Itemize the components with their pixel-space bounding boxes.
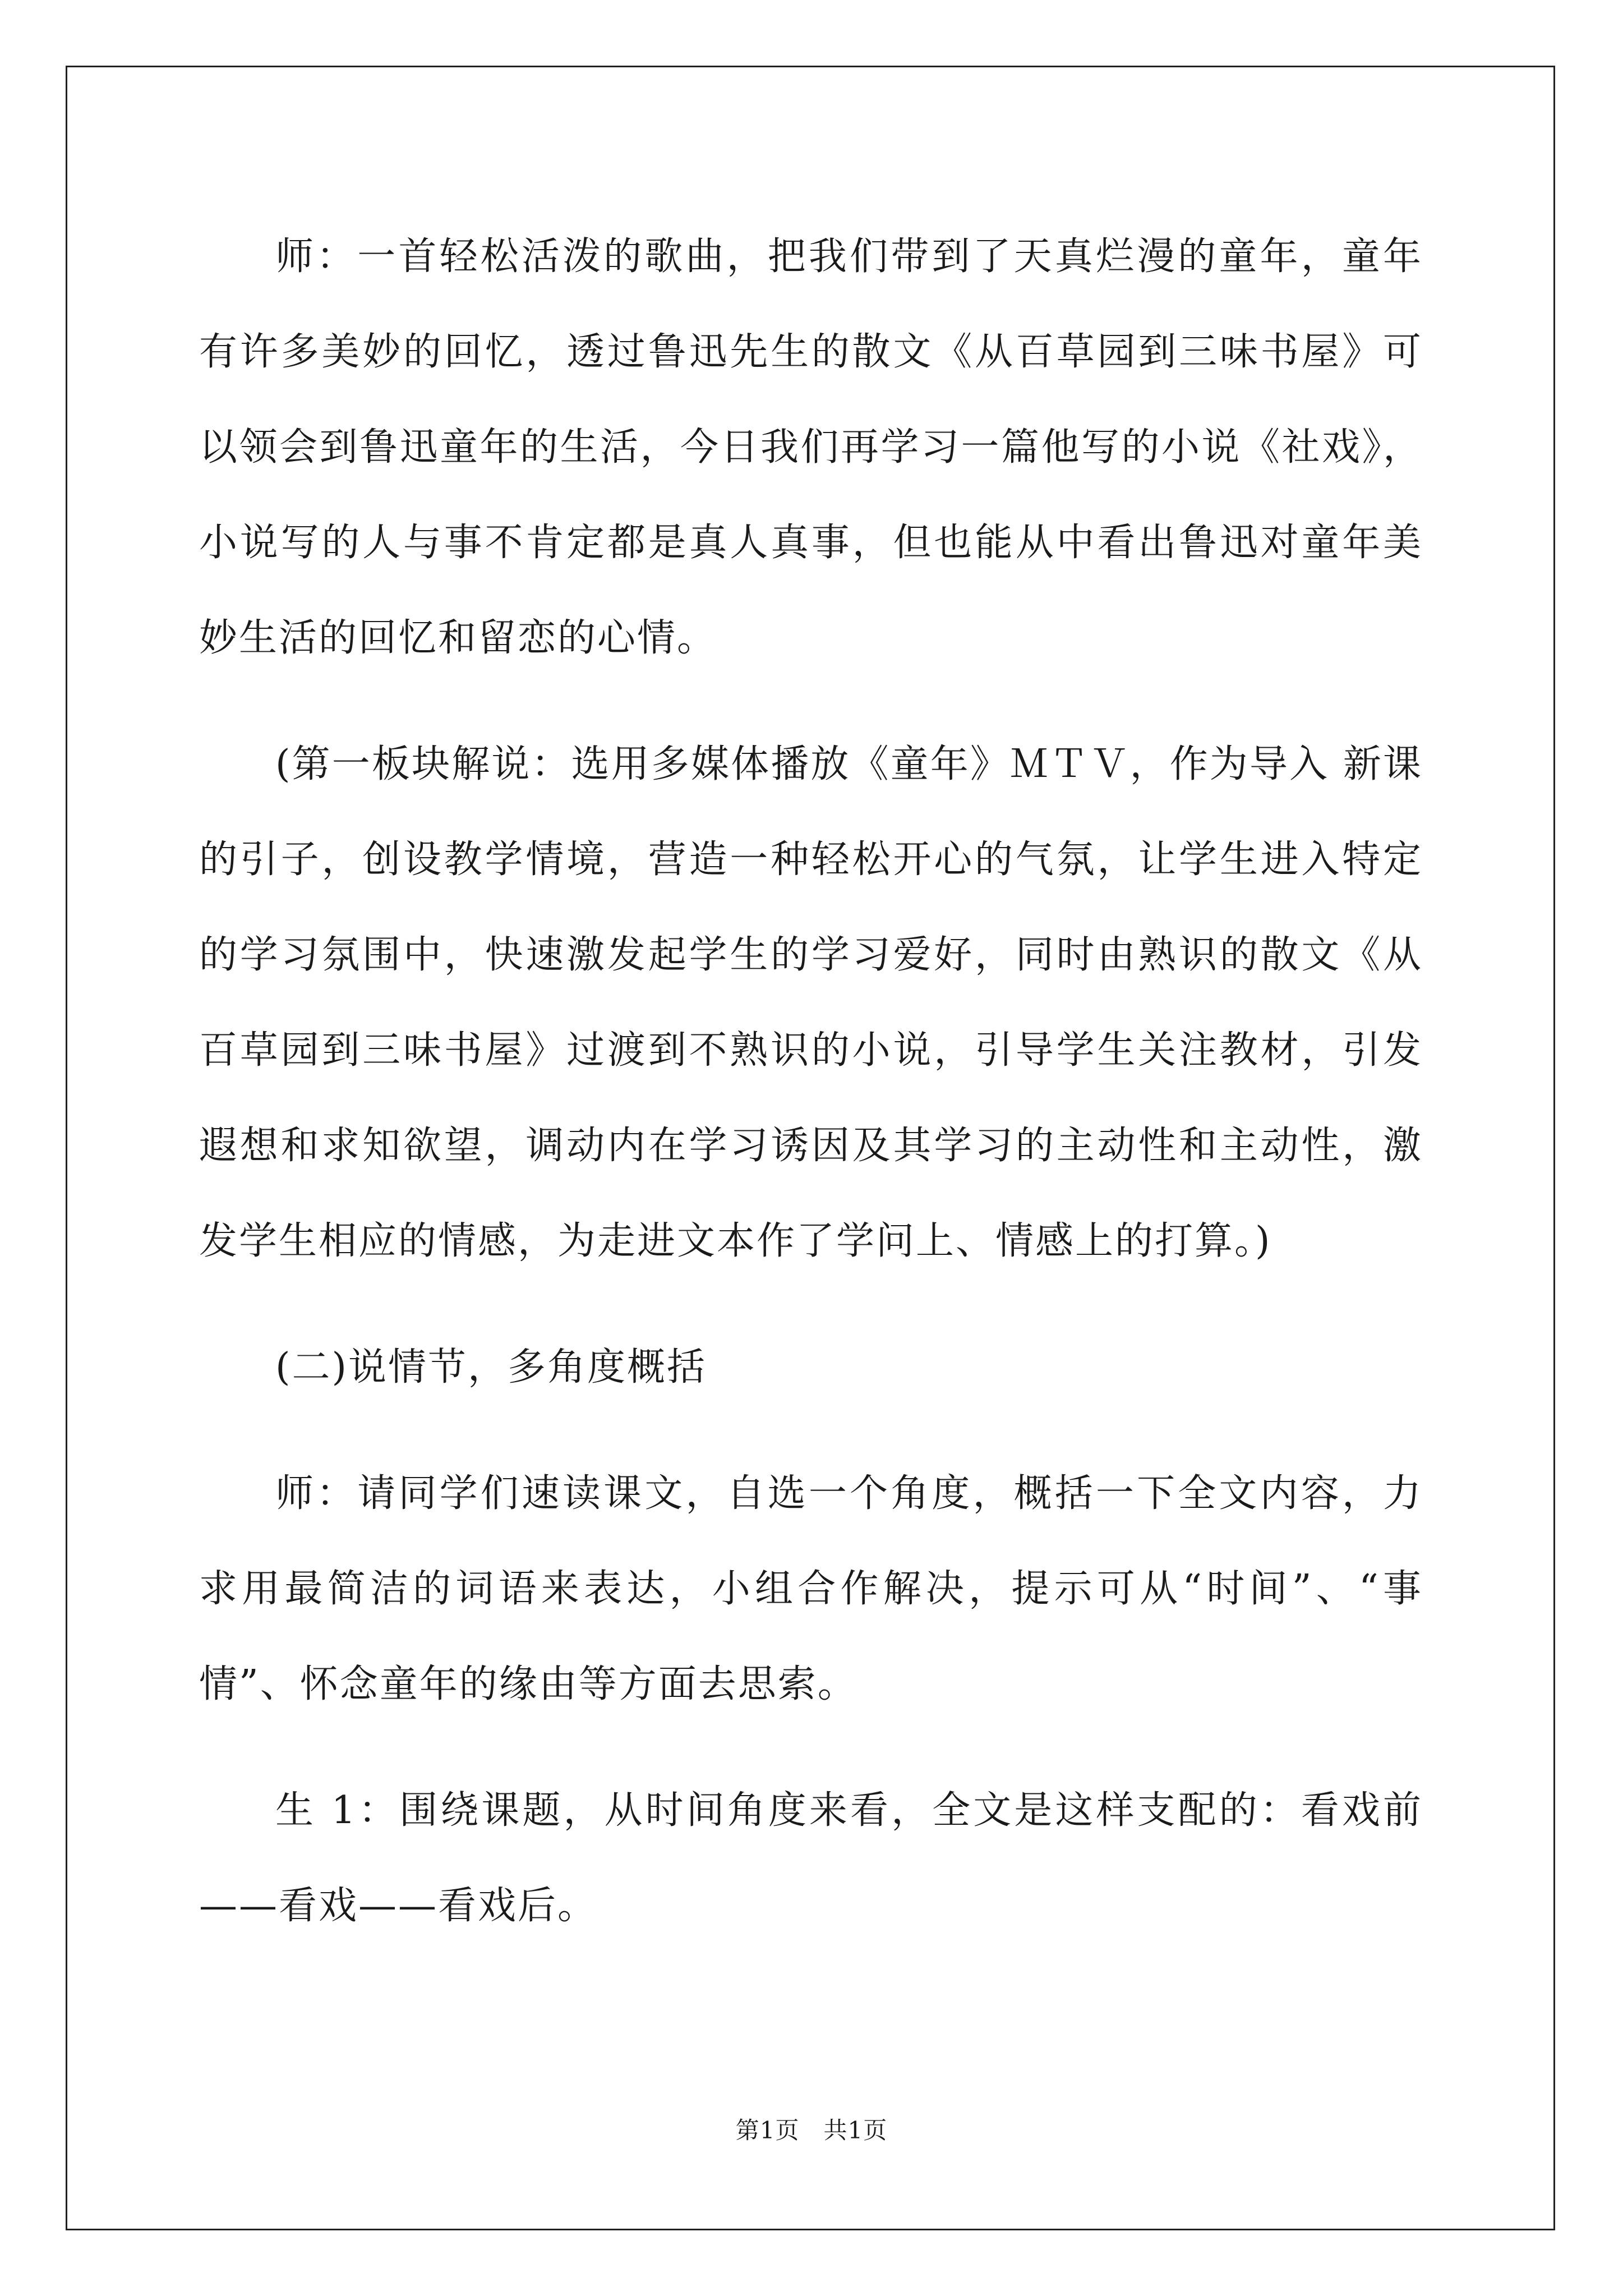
paragraph-student-answer: 生 1：围绕课题，从时间角度来看，全文是这样支配的：看戏前——看戏——看戏后。	[199, 1788, 1423, 1928]
paragraph-commentary: (第一板块解说：选用多媒体播放《童年》ＭＴＶ，作为导入 新课的引子，创设教学情境，营造一种轻松开心的气氛，让学生进入特定的学习氛围中，快速激发起学生的学习爱好，同时由熟识的散文《从百草园到三味书屋》过渡到不熟识的小说，引导学生关注教材，引发遐想和求知欲望，调动内在学习诱因及其学习的主动性和主动性，激发学生相应的情感，为走进文本作了学问上、情感上的打算。)	[199, 742, 1423, 1263]
paragraph-intro: 师：一首轻松活泼的歌曲，把我们带到了天真烂漫的童年，童年有许多美妙的回忆，透过鲁迅先生的散文《从百草园到三味书屋》可以领会到鲁迅童年的生活，今日我们再学习一篇他写的小说《社戏》，小说写的人与事不肯定都是真人真事，但也能从中看出鲁迅对童年美妙生活的回忆和留恋的心情。	[199, 234, 1423, 660]
page-footer: 第1页 共1页	[735, 2116, 888, 2144]
document-body	[199, 209, 1423, 1985]
paragraph-teacher-prompt: 师：请同学们速读课文，自选一个角度，概括一下全文内容，力求用最简洁的词语来表达，小组合作解决，提示可从“时间”、“事情”、怀念童年的缘由等方面去思索。	[199, 1471, 1423, 1706]
section-heading: (二)说情节，多角度概括	[275, 1345, 707, 1389]
